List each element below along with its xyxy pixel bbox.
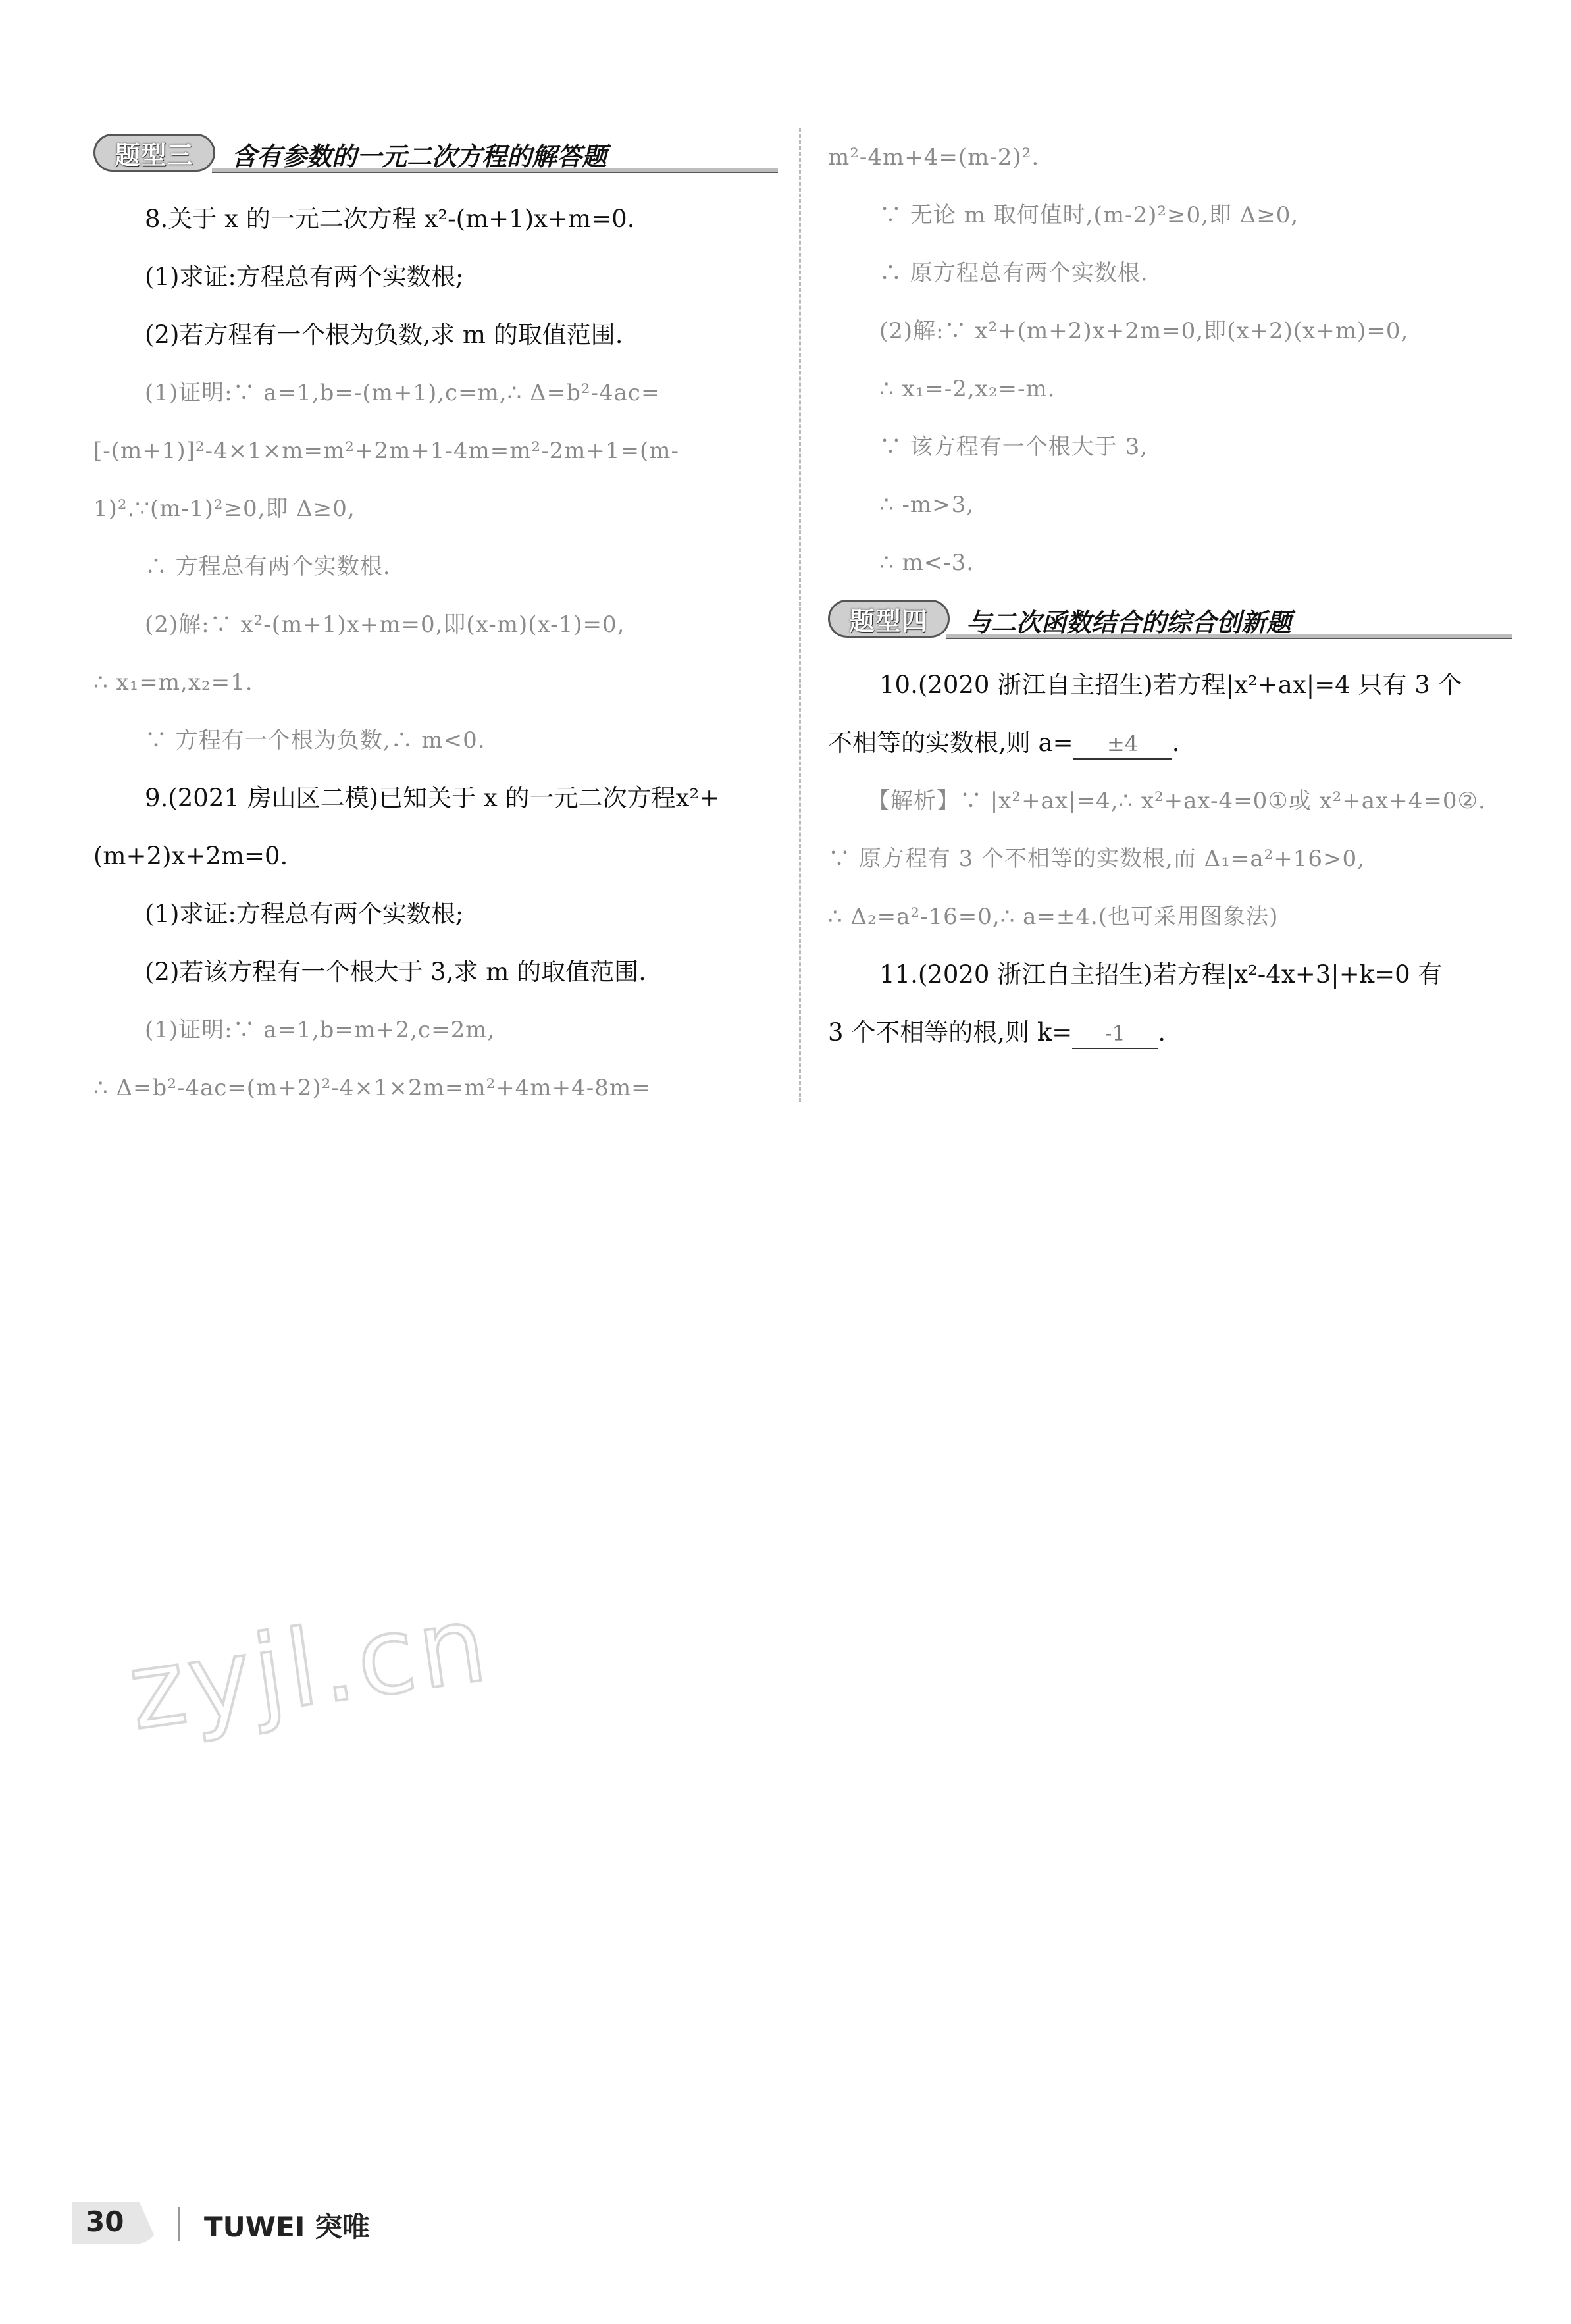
question-line: (1)求证:方程总有两个实数根; bbox=[145, 900, 464, 928]
question-11-prefix: 3 个不相等的根,则 k= bbox=[828, 1018, 1073, 1046]
solution-line: ∴ x₁=m,x₂=1. bbox=[93, 669, 253, 696]
section-badge: 题型三 bbox=[93, 134, 215, 172]
answer-blank-10: ±4 bbox=[1073, 729, 1172, 760]
solution-line: ∴ -m>3, bbox=[879, 492, 975, 518]
solution-line: 1)².∵(m-1)²≥0,即 Δ≥0, bbox=[93, 496, 355, 522]
section-header-type-4 bbox=[828, 594, 1512, 643]
section-title: 含有参数的一元二次方程的解答题 bbox=[232, 142, 607, 171]
left-column bbox=[93, 128, 778, 1117]
section-title: 与二次函数结合的综合创新题 bbox=[966, 608, 1292, 637]
solution-line: [-(m+1)]²-4×1×m=m²+2m+1-4m=m²-2m+1=(m- bbox=[93, 438, 680, 464]
solution-line: ∵ 方程有一个根为负数,∴ m<0. bbox=[145, 727, 486, 754]
question-11-line-2 bbox=[828, 1004, 1512, 1062]
question-10-line-1: 10.(2020 浙江自主招生)若方程|x²+ax|=4 只有 3 个 bbox=[879, 671, 1462, 699]
section-badge: 题型四 bbox=[828, 600, 950, 638]
left-content bbox=[93, 190, 778, 1117]
brand-logo: TUWEI 突唯 bbox=[204, 2211, 371, 2243]
solution-line: ∴ m<-3. bbox=[879, 550, 975, 576]
answer-blank-11: -1 bbox=[1072, 1019, 1158, 1049]
solution-line: ∴ 原方程总有两个实数根. bbox=[879, 260, 1148, 286]
watermark: zyjl.cn bbox=[121, 1581, 498, 1754]
question-line: (2)若该方程有一个根大于 3,求 m 的取值范围. bbox=[145, 958, 646, 986]
question-10-line-2 bbox=[828, 714, 1512, 772]
column-divider bbox=[799, 128, 801, 1102]
solution-line: (2)解:∵ x²-(m+1)x+m=0,即(x-m)(x-1)=0, bbox=[145, 611, 625, 638]
solution-line: ∵ 该方程有一个根大于 3, bbox=[879, 434, 1148, 460]
solution-line: (2)解:∵ x²+(m+2)x+2m=0,即(x+2)(x+m)=0, bbox=[879, 318, 1409, 344]
solution-line: (1)证明:∵ a=1,b=m+2,c=2m, bbox=[145, 1017, 496, 1043]
question-11-suffix: . bbox=[1158, 1018, 1166, 1046]
footer-separator bbox=[178, 2207, 180, 2241]
question-line: 9.(2021 房山区二模)已知关于 x 的一元二次方程x²+ bbox=[145, 784, 720, 812]
solution-line: ∵ 无论 m 取何值时,(m-2)²≥0,即 Δ≥0, bbox=[879, 202, 1299, 228]
question-11-line-1: 11.(2020 浙江自主招生)若方程|x²-4x+3|+k=0 有 bbox=[879, 960, 1443, 989]
solution-line: m²-4m+4=(m-2)². bbox=[828, 144, 1040, 170]
solution-line: 【解析】∵ |x²+ax|=4,∴ x²+ax-4=0①或 x²+ax+4=0②. bbox=[867, 788, 1486, 814]
question-line: 8.关于 x 的一元二次方程 x²-(m+1)x+m=0. bbox=[145, 205, 635, 233]
solution-line: ∴ 方程总有两个实数根. bbox=[145, 554, 391, 580]
section-header-type-3 bbox=[93, 128, 778, 177]
solution-line: ∴ Δ₂=a²-16=0,∴ a=±4.(也可采用图象法) bbox=[828, 904, 1279, 930]
question-line: (1)求证:方程总有两个实数根; bbox=[145, 263, 464, 291]
question-10-solution bbox=[828, 772, 1512, 946]
question-10-suffix: . bbox=[1172, 729, 1180, 757]
solution-line: ∵ 原方程有 3 个不相等的实数根,而 Δ₁=a²+16>0, bbox=[828, 846, 1365, 872]
solution-line: (1)证明:∵ a=1,b=-(m+1),c=m,∴ Δ=b²-4ac= bbox=[145, 380, 661, 406]
right-content-top bbox=[828, 128, 1512, 592]
question-line: (m+2)x+2m=0. bbox=[93, 842, 288, 870]
right-column bbox=[828, 128, 1512, 1062]
question-10-prefix: 不相等的实数根,则 a= bbox=[828, 729, 1073, 757]
solution-line: ∴ Δ=b²-4ac=(m+2)²-4×1×2m=m²+4m+4-8m= bbox=[93, 1075, 651, 1101]
page-number: 30 bbox=[86, 2206, 124, 2238]
solution-line: ∴ x₁=-2,x₂=-m. bbox=[879, 376, 1056, 402]
question-line: (2)若方程有一个根为负数,求 m 的取值范围. bbox=[145, 321, 623, 349]
